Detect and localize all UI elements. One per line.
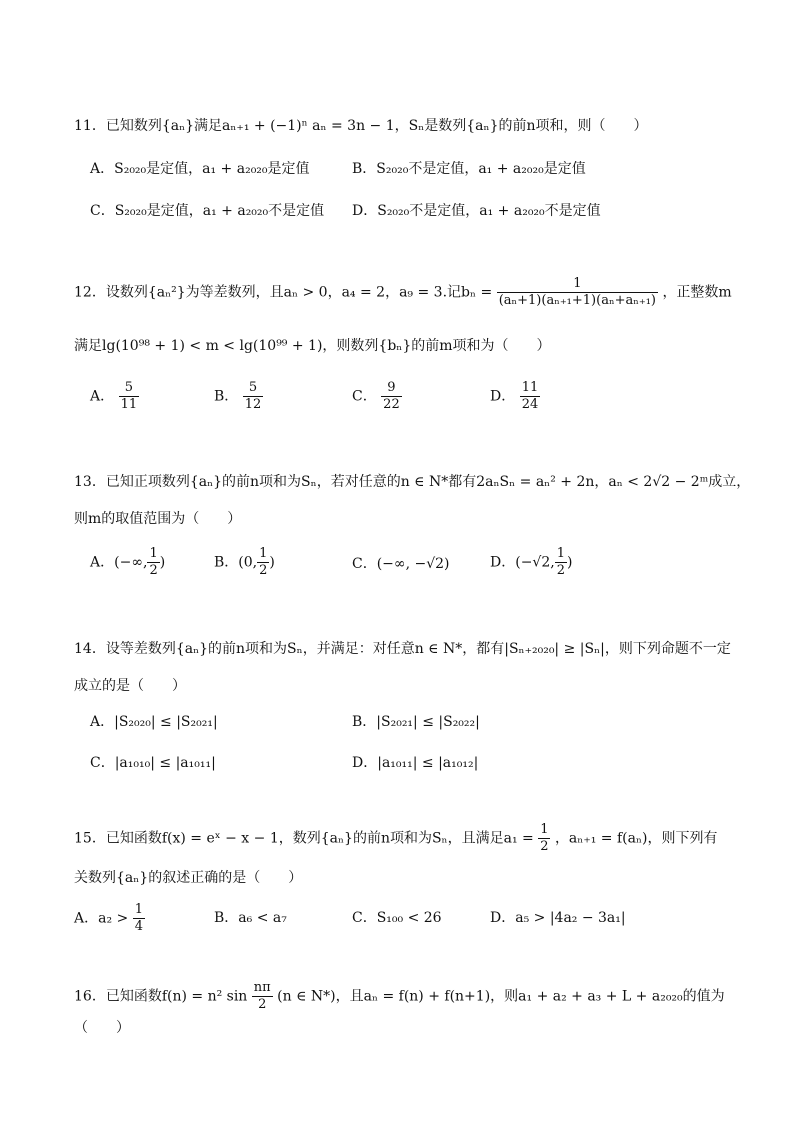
- question-12-option-d: [490, 380, 540, 413]
- fraction: [538, 822, 550, 855]
- question-11-option-b: B．S₂₀₂₀不是定值，a₁ + a₂₀₂₀是定值: [352, 161, 586, 177]
- question-11-option-d: D．S₂₀₂₀不是定值，a₁ + a₂₀₂₀不是定值: [352, 203, 601, 219]
- fraction: [252, 980, 273, 1013]
- question-14-stem-line1: 14．设等差数列{aₙ}的前n项和为Sₙ，并满足：对任意n ∈ N*，都有|Sₙ₊₂₀₂₀| ≥ |Sₙ|，则下列命题不一定: [74, 641, 731, 657]
- numerator: 1: [259, 546, 268, 561]
- question-14-stem-line2: 成立的是（ ）: [74, 678, 186, 694]
- option-label: A．: [90, 388, 115, 405]
- interval-open: (−√2,: [515, 554, 555, 571]
- question-15-stem-part1: 15．已知函数f(x) = eˣ − x − 1，数列{aₙ}的前n项和为Sₙ，且满足a₁ =: [74, 830, 534, 847]
- question-14-option-b: B．|S₂₀₂₁| ≤ |S₂₀₂₂|: [352, 714, 480, 730]
- denominator: 24: [521, 397, 539, 412]
- question-13-stem-line1: 13．已知正项数列{aₙ}的前n项和为Sₙ，若对任意的n ∈ N*都有2aₙSₙ = aₙ² + 2n，aₙ < 2√2 − 2ᵐ成立，: [74, 474, 751, 490]
- interval-close: ): [269, 554, 275, 571]
- question-12-stem-part2: ，正整数m: [662, 284, 732, 301]
- question-13-stem-line2: 则m的取值范围为（ ）: [74, 511, 242, 527]
- question-14-option-c: C．|a₁₀₁₀| ≤ |a₁₀₁₁|: [90, 755, 216, 771]
- fraction: [381, 380, 402, 413]
- question-15-option-a: [74, 902, 145, 935]
- numerator: 1: [134, 902, 143, 917]
- question-12-stem-part1: 12．设数列{aₙ²}为等差数列，且aₙ > 0，a₄ = 2，a₉ = 3.记bₙ =: [74, 284, 493, 301]
- option-label: D．: [490, 388, 516, 405]
- numerator: 11: [521, 380, 539, 395]
- numerator: 9: [387, 380, 396, 395]
- question-11-option-c: C．S₂₀₂₀是定值，a₁ + a₂₀₂₀不是定值: [90, 203, 325, 219]
- question-16-stem-line2: （ ）: [74, 1020, 130, 1036]
- question-14-option-d: D．|a₁₀₁₁| ≤ |a₁₀₁₂|: [352, 755, 479, 771]
- denominator: 12: [244, 397, 262, 412]
- question-12-option-b: [214, 380, 263, 413]
- fraction: [520, 380, 541, 413]
- numerator: 1: [149, 546, 158, 561]
- question-15-stem-part2: ，aₙ₊₁ = f(aₙ)，则下列有: [554, 830, 718, 847]
- fraction: [257, 546, 269, 579]
- denominator: 2: [252, 996, 273, 1013]
- question-12-bn-fraction: [497, 276, 658, 309]
- numerator: 1: [540, 822, 549, 837]
- option-label: A．: [90, 554, 115, 571]
- question-12-bn-numerator: 1: [573, 276, 582, 291]
- denominator: 2: [556, 563, 565, 578]
- question-15-stem-line2: 关数列{aₙ}的叙述正确的是（ ）: [74, 870, 303, 886]
- option-label: D．: [490, 554, 516, 571]
- question-13-option-c: C．(−∞, −√2): [352, 556, 450, 572]
- question-11-stem: 11．已知数列{aₙ}满足aₙ₊₁ + (−1)ⁿ aₙ = 3n − 1，Sₙ是数列{aₙ}的前n项和，则（ ）: [74, 118, 648, 134]
- option-label: A．a₂ >: [74, 910, 129, 927]
- denominator: 11: [120, 397, 138, 412]
- interval-close: ): [159, 554, 166, 571]
- question-13-option-b: [214, 546, 275, 579]
- option-label: C．: [352, 388, 377, 405]
- question-15-option-c: C．S₁₀₀ < 26: [352, 910, 442, 926]
- question-16-stem-part2: (n ∈ N*)，且aₙ = f(n) + f(n+1)，则a₁ + a₂ + a₃ + L + a₂₀₂₀的值为: [277, 988, 725, 1005]
- question-13-option-a: [90, 546, 165, 579]
- interval-open: (−∞,: [114, 554, 148, 571]
- question-12-bn-denominator: (aₙ+1)(aₙ₊₁+1)(aₙ+aₙ₊₁): [498, 293, 656, 308]
- question-12-stem-line1: [74, 276, 732, 309]
- question-14-option-a: A．|S₂₀₂₀| ≤ |S₂₀₂₁|: [90, 714, 218, 730]
- question-12-stem-line2: 满足lg(10⁹⁸ + 1) < m < lg(10⁹⁹ + 1)，则数列{bₙ}的前m项和为（ ）: [74, 338, 551, 354]
- numerator: nπ: [253, 980, 271, 995]
- denominator: 2: [540, 839, 549, 854]
- denominator: 4: [134, 919, 143, 934]
- numerator: 5: [248, 380, 258, 395]
- fraction: [555, 546, 567, 579]
- numerator: 5: [124, 380, 133, 395]
- denominator: 2: [149, 563, 158, 578]
- fraction: [243, 380, 264, 413]
- interval-close: ): [567, 554, 573, 571]
- fraction: [147, 546, 159, 579]
- fraction: [133, 902, 145, 935]
- question-15-option-b: B．a₆ < a₇: [214, 910, 287, 926]
- numerator: 1: [556, 546, 565, 561]
- question-13-option-d: [490, 546, 572, 579]
- question-11-option-a: A．S₂₀₂₀是定值，a₁ + a₂₀₂₀是定值: [90, 161, 310, 177]
- denominator: 2: [259, 563, 268, 578]
- question-12-option-c: [352, 380, 402, 413]
- question-16-stem-part1: 16．已知函数f(n) = n² sin: [74, 988, 248, 1005]
- denominator: 22: [383, 397, 400, 412]
- question-15-stem-line1: [74, 822, 717, 855]
- option-label: B．: [214, 388, 239, 405]
- question-12-option-a: [90, 380, 139, 413]
- fraction: [119, 380, 140, 413]
- option-label: B．: [214, 554, 239, 571]
- question-15-option-d: D．a₅ > |4a₂ − 3a₁|: [490, 910, 626, 926]
- interval-open: (0,: [238, 554, 258, 571]
- question-16-stem-line1: [74, 980, 725, 1013]
